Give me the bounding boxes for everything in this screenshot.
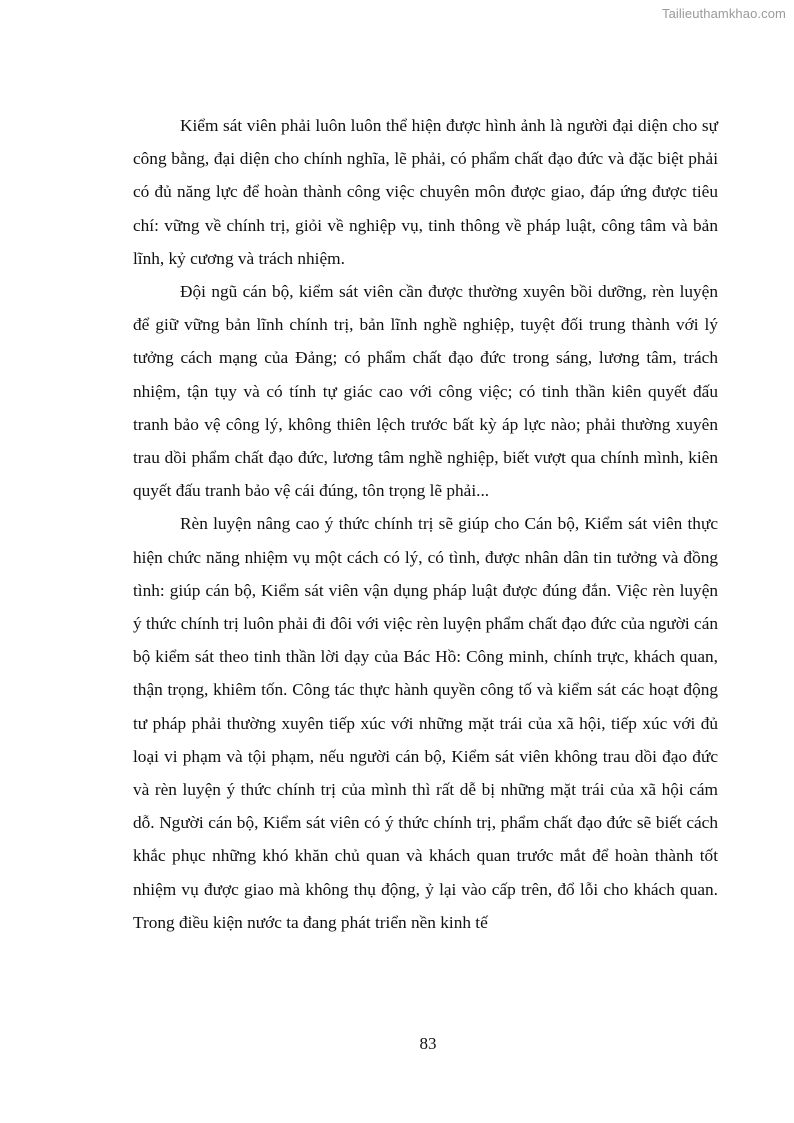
watermark-text: Tailieuthamkhao.com: [661, 6, 786, 21]
page-number: 83: [419, 1034, 437, 1053]
paragraph-3: Rèn luyện nâng cao ý thức chính trị sẽ giúp cho Cán bộ, Kiểm sát viên thực hiện chức năng nhiệm vụ một cách có lý, có tình, được nhân dân tin tưởng và đồng tình: giúp cán bộ, Kiểm sát viên vận dụng pháp luật được đúng đắn. Việc rèn luyện ý thức chính trị luôn phải đi đôi với việc rèn luyện phẩm chất đạo đức của người cán bộ kiểm sát theo tinh thần lời dạy của Bác Hồ: Công minh, chính trực, khách quan, thận trọng, khiêm tốn. Công tác thực hành quyền công tố và kiểm sát các hoạt động tư pháp phải thường xuyên tiếp xúc với những mặt trái của xã hội, tiếp xúc với đủ loại vi phạm và tội phạm, nếu người cán bộ, Kiểm sát viên không trau dồi đạo đức và rèn luyện ý thức chính trị của mình thì rất dễ bị những mặt trái của xã hội cám dỗ. Người cán bộ, Kiểm sát viên có ý thức chính trị, phẩm chất đạo đức sẽ biết cách khắc phục những khó khăn chủ quan và khách quan trước mắt để hoàn thành tốt nhiệm vụ được giao mà không thụ động, ỷ lại vào cấp trên, đổ lỗi cho khách quan. Trong điều kiện nước ta đang phát triển nền kinh tế: [133, 514, 718, 932]
paragraph-1: Kiểm sát viên phải luôn luôn thể hiện được hình ảnh là người đại diện cho sự công bằng, đại diện cho chính nghĩa, lẽ phải, có phẩm chất đạo đức và đặc biệt phải có đủ năng lực để hoàn thành công việc chuyên môn được giao, đáp ứng được tiêu chí: vững về chính trị, giỏi về nghiệp vụ, tinh thông về pháp luật, công tâm và bản lĩnh, kỷ cương và trách nhiệm.: [133, 116, 718, 268]
paragraph-2: Đội ngũ cán bộ, kiểm sát viên cần được thường xuyên bồi dưỡng, rèn luyện để giữ vững bản lĩnh chính trị, bản lĩnh nghề nghiệp, tuyệt đối trung thành với lý tưởng cách mạng của Đảng; có phẩm chất đạo đức trong sáng, lương tâm, trách nhiệm, tận tụy và có tính tự giác cao với công việc; có tinh thần kiên quyết đấu tranh bảo vệ công lý, không thiên lệch trước bất kỳ áp lực nào; phải thường xuyên trau dồi phẩm chất đạo đức, lương tâm nghề nghiệp, biết vượt qua chính mình, kiên quyết đấu tranh bảo vệ cái đúng, tôn trọng lẽ phải...: [133, 282, 718, 501]
document-body: [133, 109, 718, 939]
